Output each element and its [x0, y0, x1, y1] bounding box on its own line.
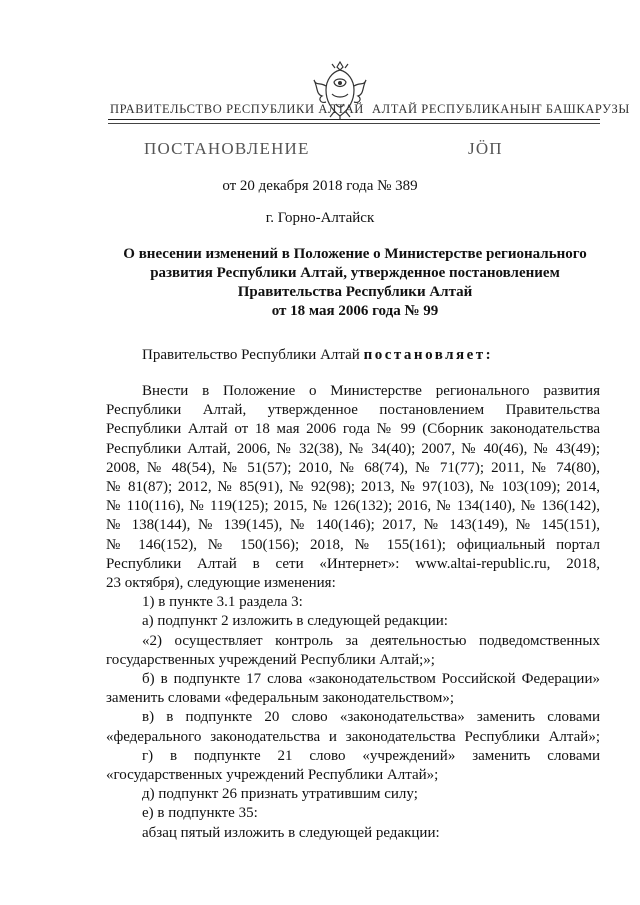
body-line: Республики Алтай в сети «Интернет»: www.altai-republic.ru, 2018,	[106, 555, 600, 572]
city: г. Горно-Алтайск	[265, 210, 375, 226]
body-line: Внести в Положение о Министерстве регионального развития	[142, 383, 600, 399]
preamble	[106, 346, 600, 365]
body-line: заменить словами «федеральным законодательством»;	[106, 690, 455, 707]
body-line: Республики Алтай, утвержденное постановлением Правительства	[106, 402, 600, 419]
body-line: Республики Алтай от 18 мая 2006 года № 99 (Сборник законодательства	[106, 421, 600, 438]
date-line: от 20 декабря 2018 года № 389	[222, 178, 418, 194]
body-line: абзац пятый изложить в следующей редакции:	[142, 824, 440, 841]
body-line: «государственных учреждений Республики Алтай»;	[106, 767, 439, 784]
title-line: Правительства Республики Алтай	[237, 284, 473, 300]
body-line: «2) осуществляет контроль за деятельностью подведомственных	[142, 632, 600, 649]
document-title	[110, 245, 600, 321]
header-divider	[108, 119, 600, 120]
body-line: № 110(116), № 119(125); 2015, № 126(132); 2016, № 134(140), № 136(142),	[106, 498, 600, 515]
title-line: О внесении изменений в Положение о Министерстве регионального	[123, 246, 587, 262]
preamble-text: Правительство Республики Алтай	[142, 347, 360, 363]
title-line: от 18 мая 2006 года № 99	[271, 303, 439, 319]
header-divider-thin	[108, 123, 600, 124]
body-line: в) в подпункте 20 слово «законодательства» заменить словами	[142, 709, 600, 726]
body-line: 23 октября), следующие изменения:	[106, 575, 336, 592]
doc-type-alt: ЈӦП	[468, 139, 503, 158]
body-line: е) в подпункте 35:	[142, 805, 258, 822]
body-line: «федерального законодательства и законодательства Республики Алтай»;	[106, 728, 600, 745]
body-line: государственных учреждений Республики Алтай;»;	[106, 651, 435, 668]
body-line: 2008, № 48(54), № 51(57); 2010, № 68(74), № 71(77); 2011, № 74(80),	[106, 459, 600, 476]
body-line: 1) в пункте 3.1 раздела 3:	[142, 594, 303, 611]
title-line: развития Республики Алтай, утвержденное постановлением	[150, 265, 560, 281]
preamble-verb: постановляет:	[363, 347, 494, 363]
body-line: д) подпункт 26 признать утратившим силу;	[142, 786, 418, 803]
body-line: Республики Алтай, 2006, № 32(38), № 34(40); 2007, № 40(46), № 43(49);	[106, 440, 600, 457]
body-line: б) в подпункте 17 слова «законодательством Российской Федерации»	[142, 671, 600, 688]
doc-type: ПОСТАНОВЛЕНИЕ	[144, 139, 310, 158]
body-line: № 81(87); 2012, № 85(91), № 92(98); 2013, № 97(103), № 103(109); 2014,	[106, 479, 600, 496]
body-line: № 146(152), № 150(156); 2018, № 155(161); официальный портал	[106, 536, 600, 553]
body-line: а) подпункт 2 изложить в следующей редакции:	[142, 613, 448, 630]
body-text	[106, 382, 600, 843]
body-line: г) в подпункте 21 слово «учреждений» заменить словами	[142, 747, 600, 764]
header-left-title: ПРАВИТЕЛЬСТВО РЕСПУБЛИКИ АЛТАЙ	[110, 102, 364, 116]
body-line: № 138(144), № 139(145), № 140(146); 2017, № 143(149), № 145(151),	[106, 517, 600, 534]
header-right-title: АЛТАЙ РЕСПУБЛИКАНЫҤ БАШКАРУЗЫ	[372, 102, 630, 116]
